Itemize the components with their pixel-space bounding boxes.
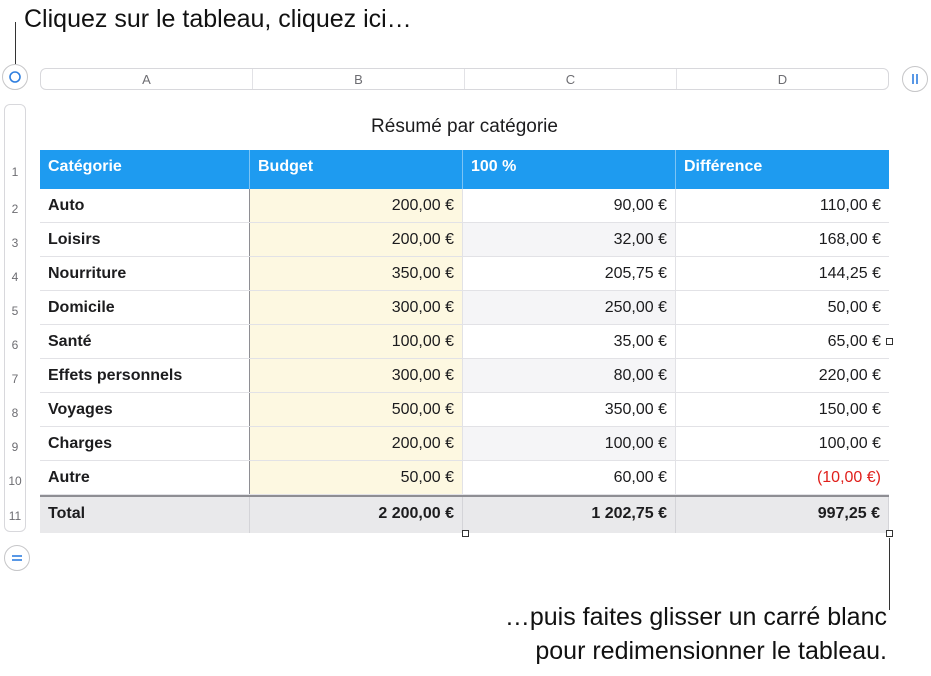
header-row[interactable] [40,150,889,189]
table-select-button[interactable] [2,64,28,90]
cell-budget[interactable]: 500,00 € [250,393,463,426]
add-row-button[interactable] [4,545,30,571]
resize-handle-bottom[interactable] [462,530,469,537]
header-cell-difference[interactable]: Différence [684,158,763,175]
cell-category[interactable]: Charges [40,427,250,460]
cell-category[interactable]: Santé [40,325,250,358]
row-number[interactable]: 8 [11,406,19,420]
row-number[interactable]: 2 [11,202,19,216]
table-row[interactable] [40,189,889,223]
cell-actual[interactable]: 32,00 € [463,223,676,256]
cell-budget[interactable]: 200,00 € [250,223,463,256]
callout-bottom-leader [889,538,890,610]
cell-budget[interactable]: 200,00 € [250,427,463,460]
table-row[interactable] [40,461,889,495]
cell-difference[interactable]: 100,00 € [818,435,881,452]
table-row[interactable] [40,257,889,291]
cell-actual[interactable]: 90,00 € [463,189,676,222]
cell-actual[interactable]: 205,75 € [463,257,676,290]
column-letter-c[interactable]: C [465,69,677,89]
row-number[interactable]: 11 [8,509,22,523]
column-letter-b[interactable]: B [253,69,465,89]
cell-difference[interactable]: 144,25 € [818,265,881,282]
equals-icon [11,552,23,564]
cell-difference[interactable]: 50,00 € [827,299,881,316]
total-difference[interactable]: 997,25 € [676,497,889,533]
cell-budget[interactable]: 100,00 € [250,325,463,358]
column-letter-a[interactable]: A [41,69,253,89]
column-letter-d[interactable]: D [777,72,788,87]
table-title[interactable]: Résumé par catégorie [371,116,558,137]
row-number[interactable]: 3 [11,236,19,250]
cell-actual[interactable]: 60,00 € [463,461,676,494]
cell-difference[interactable]: 150,00 € [818,401,881,418]
cell-budget[interactable]: 300,00 € [250,291,463,324]
resize-handle-corner[interactable] [886,530,893,537]
circle-icon [8,70,22,84]
cell-budget[interactable]: 50,00 € [250,461,463,494]
cell-category[interactable]: Autre [40,461,250,494]
total-budget[interactable]: 2 200,00 € [250,497,463,533]
cell-category[interactable]: Effets personnels [40,359,250,392]
table-grid[interactable] [40,150,889,533]
row-number[interactable]: 9 [11,440,19,454]
cell-category[interactable]: Auto [40,189,250,222]
row-number[interactable]: 4 [11,270,19,284]
row-number[interactable]: 5 [11,304,19,318]
cell-actual[interactable]: 35,00 € [463,325,676,358]
cell-actual[interactable]: 80,00 € [463,359,676,392]
callout-bottom-line2: pour redimensionner le tableau. [535,637,887,665]
table-row[interactable] [40,359,889,393]
cell-budget[interactable]: 350,00 € [250,257,463,290]
add-column-button[interactable] [902,66,928,92]
row-reference-bar[interactable] [4,104,26,532]
callout-top-leader [15,22,16,64]
cell-category[interactable]: Nourriture [40,257,250,290]
table-row[interactable] [40,325,889,359]
header-cell-actual[interactable]: 100 % [463,150,676,189]
total-row[interactable] [40,495,889,533]
cell-difference[interactable]: 168,00 € [818,231,881,248]
callout-bottom [505,600,887,668]
table-row[interactable] [40,393,889,427]
resize-handle-right[interactable] [886,338,893,345]
row-number[interactable]: 7 [11,372,19,386]
cell-actual[interactable]: 250,00 € [463,291,676,324]
cell-category[interactable]: Domicile [40,291,250,324]
total-label[interactable]: Total [40,497,250,533]
cell-difference[interactable]: 220,00 € [818,367,881,384]
total-actual[interactable]: 1 202,75 € [463,497,676,533]
cell-actual[interactable]: 100,00 € [463,427,676,460]
callout-bottom-line1: …puis faites glisser un carré blanc [504,603,887,631]
cell-budget[interactable]: 200,00 € [250,189,463,222]
table-row[interactable] [40,223,889,257]
header-cell-category[interactable]: Catégorie [40,150,250,189]
row-number[interactable]: 1 [11,165,19,179]
header-cell-budget[interactable]: Budget [250,150,463,189]
pause-bars-icon [909,73,921,85]
cell-difference[interactable]: 65,00 € [827,333,881,350]
column-reference-bar[interactable] [40,68,889,90]
cell-category[interactable]: Voyages [40,393,250,426]
cell-difference[interactable]: (10,00 €) [816,469,881,486]
cell-difference[interactable]: 110,00 € [819,197,881,214]
table-row[interactable] [40,427,889,461]
cell-actual[interactable]: 350,00 € [463,393,676,426]
callout-top: Cliquez sur le tableau, cliquez ici… [24,5,412,33]
cell-category[interactable]: Loisirs [40,223,250,256]
table-row[interactable] [40,291,889,325]
row-number[interactable]: 6 [11,338,19,352]
cell-budget[interactable]: 300,00 € [250,359,463,392]
row-number[interactable]: 10 [8,474,22,488]
